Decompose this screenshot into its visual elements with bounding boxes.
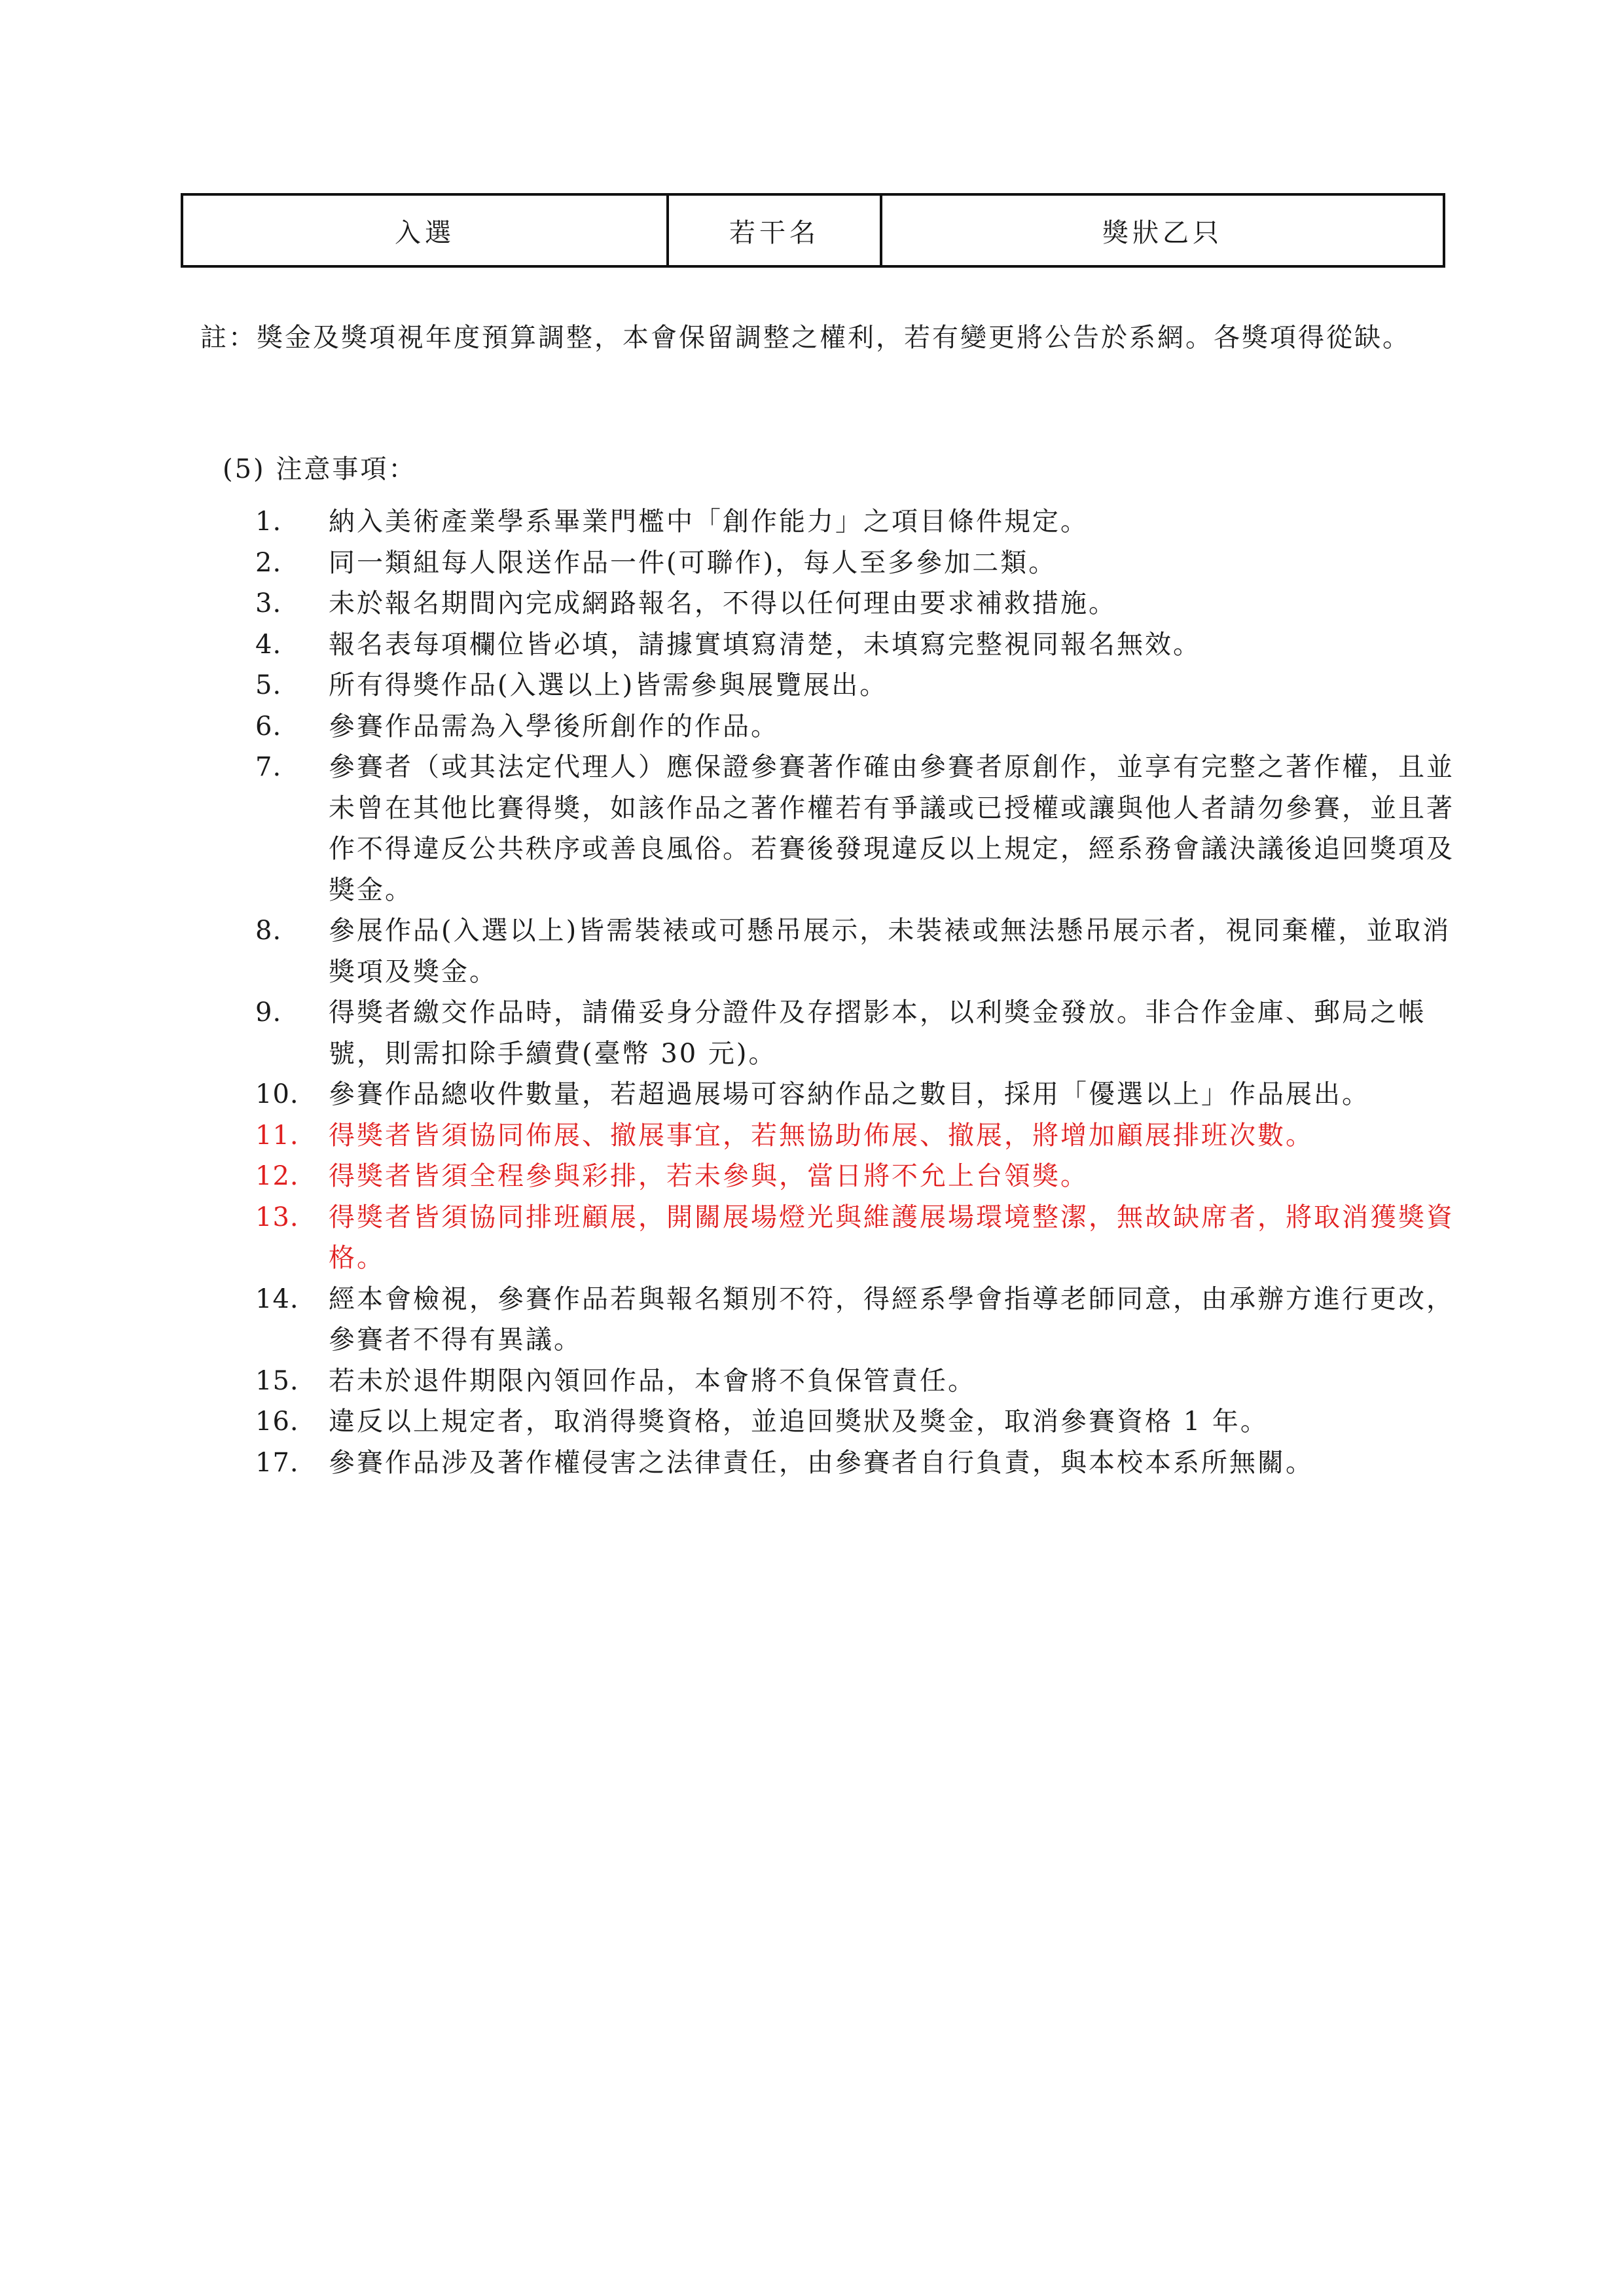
prize-note: 註：獎金及獎項視年度預算調整，本會保留調整之權利，若有變更將公告於系網。各獎項得從缺。 [200,323,1411,353]
list-item [255,1401,1470,1443]
item-text: 得獎者皆須協同排班顧展，開關展場燈光與維護展場環境整潔，無故缺席者，將取消獲獎資格。 [329,1202,1454,1273]
item-text: 未於報名期間內完成網路報名，不得以任何理由要求補救措施。 [329,588,1117,619]
list-item [255,1361,1470,1402]
item-text: 得獎者皆須協同佈展、撤展事宜，若無協助佈展、撤展，將增加顧展排班次數。 [329,1120,1314,1151]
award-level-cell: 入選 [182,194,668,266]
item-number: 13. [255,1202,299,1232]
list-item [255,747,1470,910]
item-number: 9. [255,997,282,1028]
item-text: 參賽者（或其法定代理人）應保證參賽著作確由參賽者原創作，並享有完整之著作權，且並未曾在其他比賽得獎，如該作品之著作權若有爭議或已授權或讓與他人者請勿參賽，並且著作不得違反公共秩序或善良風俗。若賽後發現違反以上規定，經系務會議決議後追回獎項及獎金。 [329,752,1454,905]
item-number: 5. [255,670,282,700]
notes-list [255,501,1470,1483]
item-text: 得獎者繳交作品時，請備妥身分證件及存摺影本，以利獎金發放。非合作金庫、郵局之帳號，則需扣除手續費(臺幣 30 元)。 [329,997,1426,1069]
list-item [255,1279,1470,1361]
item-number: 1. [255,507,282,537]
item-number: 17. [255,1447,299,1478]
item-number: 15. [255,1365,299,1396]
list-item [255,992,1470,1074]
item-text: 參賽作品涉及著作權侵害之法律責任，由參賽者自行負責，與本校本系所無關。 [329,1447,1314,1478]
list-item [255,1074,1470,1115]
list-item [255,624,1470,666]
award-prize-cell: 獎狀乙只 [881,194,1444,266]
list-item [255,583,1470,624]
item-number: 16. [255,1407,299,1437]
item-number: 3. [255,588,282,619]
list-item [255,1115,1470,1157]
item-number: 11. [255,1120,299,1151]
item-number: 12. [255,1161,299,1191]
item-text: 報名表每項欄位皆必填，請據實填寫清楚，未填寫完整視同報名無效。 [329,629,1201,660]
item-text: 得獎者皆須全程參與彩排，若未參與，當日將不允上台領獎。 [329,1161,1089,1191]
section-heading: (5) 注意事項： [223,454,417,484]
list-item [255,1156,1470,1197]
item-text: 若未於退件期限內領回作品，本會將不負保管責任。 [329,1365,976,1396]
item-number: 10. [255,1079,299,1109]
item-number: 7. [255,752,282,782]
item-number: 2. [255,547,282,578]
item-number: 8. [255,916,282,946]
item-text: 所有得獎作品(入選以上)皆需參與展覽展出。 [329,670,888,700]
item-number: 6. [255,711,282,742]
list-item [255,665,1470,706]
item-text: 參賽作品需為入學後所創作的作品。 [329,711,779,742]
item-text: 納入美術產業學系畢業門檻中「創作能力」之項目條件規定。 [329,507,1089,537]
award-count-cell: 若干名 [668,194,881,266]
list-item [255,501,1470,543]
item-text: 違反以上規定者，取消得獎資格，並追回獎狀及獎金，取消參賽資格 1 年。 [329,1407,1269,1437]
list-item [255,1197,1470,1279]
award-table [181,193,1445,268]
item-text: 參展作品(入選以上)皆需裝裱或可懸吊展示，未裝裱或無法懸吊展示者，視同棄權，並取消獎項及獎金。 [329,916,1451,987]
list-item [255,910,1470,992]
item-number: 14. [255,1283,299,1314]
item-text: 經本會檢視，參賽作品若與報名類別不符，得經系學會指導老師同意，由承辦方進行更改，參賽者不得有異議。 [329,1283,1454,1355]
item-text: 參賽作品總收件數量，若超過展場可容納作品之數目，採用「優選以上」作品展出。 [329,1079,1370,1109]
item-number: 4. [255,629,282,660]
item-text: 同一類組每人限送作品一件(可聯作)，每人至多參加二類。 [329,547,1057,578]
list-item [255,543,1470,584]
list-item [255,706,1470,747]
award-row [182,194,1444,266]
list-item [255,1443,1470,1484]
